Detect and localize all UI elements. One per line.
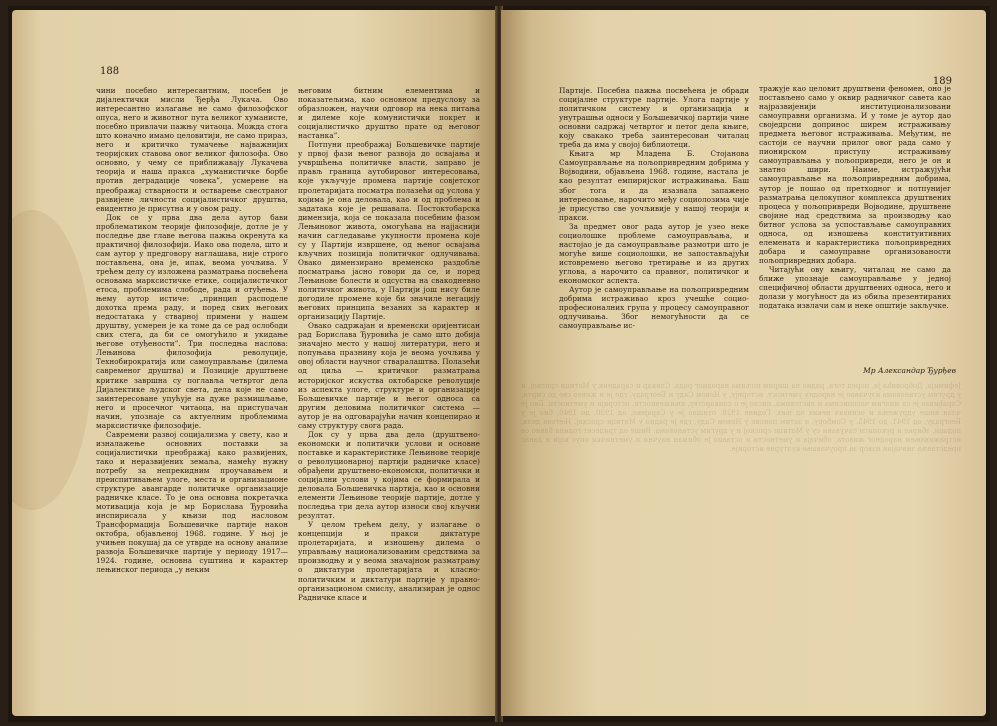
paragraph: Књига мр Младена Б. Стојанова Самоуправљање на пољопривредним добрима у Војводини, објављена 1968. године, настала је као резултат емпиријског истраживања. Баш због тога и да изазвала запажено интересовање, нарочито међу социолозима чије је присуство све уочљивије у нашој теорији и пракси. xyxy=(559,149,749,222)
left-column-1 xyxy=(96,86,288,575)
paragraph: Потпуни преображај Бољшевичке партије у првој фази њеног развоја до освајања и учвршћења политичке власти, заправо је прављ граница аутобировог интересовања, које укључује промена партије совјетског пролетаријата посматра полазећи од услова у којима је она деловала, као и од проблема и задатака које је решавала. Постоктобарска димензија, која се показала посебним фазом Лењиновог животa, омогућава на најјаснији начин сагледавање укупности промена које су у Партији извршене, од њеног освајања кључних позиција политичког одлучивања. Овако димензирано временско раздобље посматрања јасно говори да се, и поред Лењинове болести и одсуства на свакодневно политичког живота, у Партији још нису биле догодиле промене које би значиле негацију његових принципа везаних за карактер и организацију Партије. xyxy=(298,140,480,322)
paragraph: За предмет овог рада аутор је узео неке социолошке проблеме самоуправљања, и настојао је да самоуправљање размотри што је могуће више социолошки, не запостављајући истовремено његово третирање и из других углова, а нарочито са правног, политичког и економског аспекта. xyxy=(559,221,749,285)
paragraph: његовим битним елементима и показатељима, као основном предуслову за образложен, научни одговор на нека питања и дилеме које комунистички покрет и социјалистичко друштво прате од његовог настанка”. xyxy=(298,86,480,141)
paragraph: У целом трећем делу, у излагање о концепцији и пракси диктатуре пролетаријата, и изношењу дилема о управљању национализованим средствима за производњу и у веома значајном разматрању о диктатури пролетаријата и класно-политичким и диктатури партије у правно-организационом смислу, анализиран је однос Радничке класе и xyxy=(298,520,480,602)
paragraph: Читајући ову књигу, читалац не само да ближе упознаје самоуправљање у једној специфичној области друштвених односа, него и долази у могућност да из обиља презентираних података извлачи сам и неке општије закључке. xyxy=(759,264,951,311)
page-number-left: 188 xyxy=(100,66,120,77)
left-page xyxy=(12,10,497,716)
paragraph: чини посебно интересантним, посебен је дијалектички мисли Ђерђа Лукача. Ово интересантно излагање не само филозофског опуса, него и животног пута великог хуманисте, посебно привлачи пажњу читаоца. Можда стога што коначно имамо целовитији, не само прираз, него и критичко тумачење најважнијих теоријских ставова овог великог филозофа. Ово основно, у чему се приближавају Лукачева теорија и наша пракса „хуманистичке борбе против деградације човека”, усмерене на преображај стварности и остварење свестраног развијене личности социјалистичког друштва, евидентно је присутна и у овом раду. xyxy=(96,86,288,213)
paragraph: тражује као целовит друштвени феномен, оно је постављено само у оквир радничког савета као најразвијенији институционализовани самоуправни организма. И у томе је аутор дао своједрсни допринос ширем истраживању предмета његовог истраживања. Међутим, не састоји се научни прилог овог рада само у пионирском приступу истраживању самоуправљања у пољопривреди, него је он и знатно шири. Наиме, истражујући самоуправљање на пољопривредним добрима, аутор је пошао од претходног и потпунијег разматрања целокупног комплекса друштвених процеса у пољопривреди Војводине, друштвене својине над средствима за производњу као битног услова за успостављање самоуправних односа, од изношења конституитивних елемената и карактеристика пољопривредних добара и самоуправне организованости пољопривредних добара. xyxy=(759,84,951,265)
right-column-1 xyxy=(559,86,749,330)
open-book xyxy=(8,6,990,722)
right-column-2 xyxy=(759,84,951,310)
paper-stain xyxy=(12,210,92,510)
bleed-through-text: Јефимија, Добровића је, поред тога, радио на ширим пољима народног рада. Сликар и сарадник у Матици српској, и у другим установама изучавао је народну уметност, историју, у Новом Саду и Београду, где је и живео све до смрти. Сарађивао је са многим часописима и листовима, писао је о сликарству, књижевности, историји и уметности. Био је члан више удружења и оснивач неких од њих. Године 1928. отишао је у Сарајево, од 1930. до 1940. био је у Београду, од 1941. до 1945. у Сомбору, а затим поново у Новом Саду, где је радио у Матици српској. Његова дела, подаци, збирке и рукописи сачувани су у Матици српској и у другим установама. Више од тридесет година бавио се истраживањем народног живота, обичаја и уметности и оставио је обиман научни и уметнички опус који и данас представља значајан извор за проучавање културне историје. xyxy=(521,382,961,453)
paragraph: Док су у прва два дела (друштвено-економски и политички услови и основне поставке и карактеристике Лењинове теорије о револуционарној партији радничке класе) обрађени друштвено-економски, политички и социјални услови у којима се формирала и деловала Бољшевичка партија, као и основни елементи Лењинове теорије партије, дотле у последња три дела аутор износи свој кључни резултат. xyxy=(298,429,480,521)
author-signature: Мр Александар Ђурђев xyxy=(863,366,956,375)
paragraph: Партије. Посебна пажња посвећена је обради социјалне структуре партије. Улога партије у политичком систему и организација и унутрашњи односи у Бољшевичкој партији чине основни садржај четвртог и петог дела књиге, коју свакако треба заинтересован читалац треба да има у својој библиотеци. xyxy=(559,86,749,150)
paragraph: Док се у прва два дела аутор бави проблематиком теорије филозофије, дотле је у последње две главе његова пажња окренута ка практичној филозофији. Иако ова подела, што и сам аутор у предговору наглашава, није строго постављена, она је, ипак, веома уочљива. У трећем делу су изложена разматрања посвећена основама марксистичке етике, социјалистичког етоса, проблемима слободе, рада и отуђења. У њему аутор истиче: „принцип расподеле дохотка према раду, и поред свих његових недостатака у стварној примени у нашем друштву, усмерен је ка томе да се рад ослободи свих стега, да би се омогућило и укидање његове отуђености”. Три последња наслова: Лењинова филозофија револуције, Технобирократија или самоуправљање (дилема савременог друштва) и Позиције друштвене критике завршна су поглавља четвртог дела Дијалектике људског света, дела које не само заинтересоване упућује на дуже размишљање, него и просечног читаоца, на приступачан начин, упознаје са актуелним проблемима марксистичке филозофије. xyxy=(96,212,288,430)
paragraph: Савремени развој социјализма у свету, као и изналажење основних поставки за социјалистички преображај како развијених, тако и неразвијених земаља, намећу нужну потребу за непрекидним проучавањем и преиспитивањем улоге, места и организационе структуре авангарде политичке организације радничке класе. То је она основна покретачка мотивација која је мр Борислава Ђуровића инспирисала у књизи под насловом Трансформација Бољшевичке партије након октобра, објављеној 1968. године. У њој је учињен покушај да се утврде на основу анализе развоја Бољшевичке партије у периоду 1917—1924. године, основна суштина и карактер лењинског периода „у неким xyxy=(96,429,288,575)
paragraph: Овако садржајан и временски оријентисан рад Борислава Ђуровића је само што добија значајно место у нашој литератури, него и попуњава празнину која је веома уочљива у овој области научног стваралаштва. Полазећи од циља — критичког разматрања историјског искуства октобарске револуције из аспекта улоге, структуре и организације Бољшевичке партије и његог односа са другим деловима политичког система — аутор је на одговарајући начин концепирао и саму структуру свога рада. xyxy=(298,321,480,430)
left-column-2 xyxy=(298,86,480,602)
paragraph: Аутор је самоуправљање на пољопривредним добрима истраживао кроз учешће социо-професионалних група у процесу самоуправног одлучивања. Због немогућности да се самоуправљање ис- xyxy=(559,285,749,331)
page-number-right: 189 xyxy=(932,76,952,87)
right-page xyxy=(501,10,986,716)
